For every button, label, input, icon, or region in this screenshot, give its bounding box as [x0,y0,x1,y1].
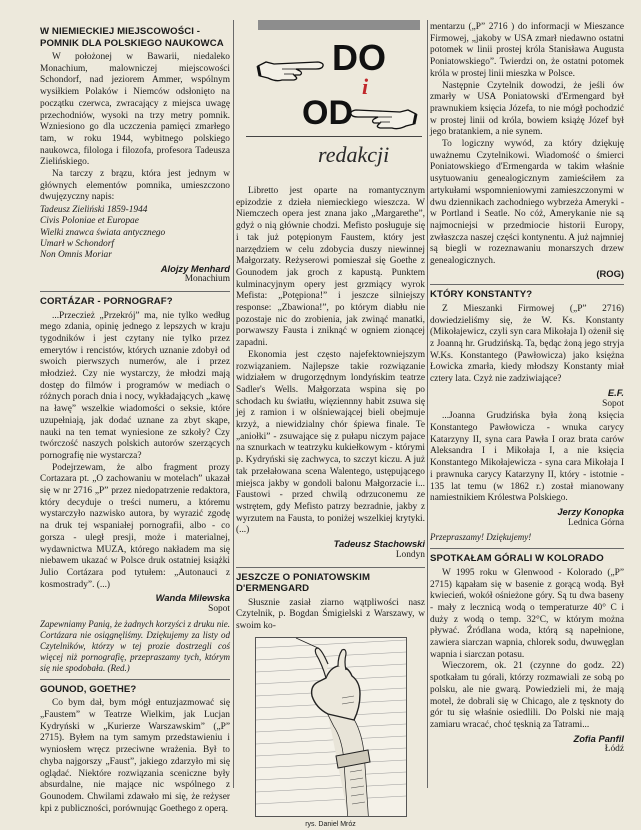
paragraph: Libretto jest oparte na romantycznym epizodzie z dzieła niemieckiego wieszcza. W Niemczech opera jest znana jako „Margarethe”, gdyż o nią głównie chodzi. Mefisto posługuje się i tak już potępionym Faustem, który jest narzędziem w celu zdobycia duszy niewinnej Małgorzaty. Reżyserowi pomieszał się Goethe z Gounodem jak groch z kapustą. Punktem kulminacyjnym opery jest grzmiący wyrok Mefista: „Potępiona!” i jeszcze silniejszy response: „Zbawiona!”, po którym diabłu nie pozostaje nic do zrobienia, jak zwinąć manatki, porwawszy Fausta i zniknąć w ogniem zionącej zapadni. [236,186,425,349]
inscription-line: Wielki znawca świata antycznego [40,227,166,238]
article-title: W NIEMIECKIEJ MIEJSCOWOŚCI - POMNIK DLA POLSKIEGO NAUKOWCA [40,26,224,49]
header-word-do: DO [332,37,386,78]
article-title: GOUNOD, GOETHE? [40,683,137,695]
inscription-line: Umarł w Schondorf [40,239,114,250]
paragraph: ...Joanna Grudzińska była żoną księcia Konstantego Pawłowicza - wnuka carycy Katarzyny II, syna cara Pawła I oraz brata carów Aleksandra I i Mikołaja I, a nie księcia Konstantego Mikołajewicza - syna cara Mikołaja I i prawnuka carycy Katarzyny II, który - istotnie - 135 lat temu (w 1862 r.) został mianowany namiestnikiem Królestwa Polskiego. [430,411,624,504]
editor-note: Przepraszamy! Dziękujemy! [430,532,532,543]
author-place: Lednica Górna [568,517,624,528]
paragraph: Słusznie zasiał ziarno wątpliwości nasz Czytelnik, p. Bogdan Śmigielski z Warszawy, w swoim ko- [236,597,425,631]
paragraph: ...Przeczież „Przekrój” ma, nie tylko według mego zdania, opinię jednego z lepszych w kraju tygodników i jest czytany nie tylko przez emerytów i rencistów, których uznanie zdobył od swoich pierwszych numerów, ale i przez młodzież. Czy nie wystarczy, że młodzi mają dostęp do filmów i programów w mediach o różnych porach dnia i nocy, wykładających „kawę na ławę” wszelkie wiadomości o seksie, które uzupełniają, jak dodać uznane za zbyt skąpe, nauki na ten temat wyniesione ze szkoły? Czy twórczość naszych polskich autorów szerzących pornografię nie wystarcza? [40,310,230,461]
column-rule [427,20,428,788]
inscription-line: Tadeusz Zieliński 1859-1944 [40,205,148,216]
column-middle [236,186,425,828]
paragraph: To logiczny wywód, za który dziękuję uważnemu Czytelnikowi. Wiadomość o śmierci Poniatowskiego d'Ermengarda w takim właśnie usytuowaniu genealogicznym zamieściłem za artykułami wspomnieniowymi zamieszczonymi w dwu dziennikach zachodniego wybrzeża Ameryki - w Portland i Seatle. No cóż, Amerykanie nie są najmocniejsi w przedmiocie historii Europy, zwłaszcza naszej części kontynentu. A już najmniej są biegli w rozeznawaniu monarszych drzew genealogicznych. [430,139,624,267]
paragraph: W 1995 roku w Glenwood - Kolorado („P” 2715) kąpałam się w basenie z gorącą wodą. Był kwiecień, wokół ośnieżone góry. Są tu dwa baseny - mały z lecznicą wodą o temperaturze 40° C i duży z wodą o temp. 32°C, w którym można pływać. Źródlana woda, którą są napełnione, zawiera siarczan wapnia, chlorek sodu, dwuwęglan wapnia i siarczan potasu. [430,567,624,660]
editor-note: Zapewniamy Panią, że żadnych korzyści z druku nie. Cortázara nie osiągnęliśmy. Dziękujemy za listy od Czytelników, którzy w tej prozie dostrzegli coś więcej niż pornografię, przepraszamy tych, którym się nie spodobała. (Red.) [40,618,230,673]
illustration-hand-image [255,637,407,817]
author-place: Monachium [184,274,230,285]
article-title: JESZCZE O PONIATOWSKIM D'ERMENGARD [236,571,371,594]
paragraph: Ekonomia jest często najefektowniejszym rozwiązaniem. Najlepsze takie rozwiązanie widziałem w drugorzędnym londyńskim teatrze Sadler's Wells. Małgorzata wspina się po schodach ku światłu, więziennny habit zsuwa się jej z ramion i w olśniewającej bieli obejmuje krzyż, a niewidzialny chór śpiewa finale. Te „aniołki” - zsuwające się z pułapu niczym pajace na sznurkach w teatrzyku kukiełkowym - którymi p. Kydryński się zachwyca, to szczyt kiczu. A już tak przełałowana scena Walentego, ustępującego miejsca jakby w gondoli balonu Małgorzacie i... Faustowi - przed chwilą odrzuconemu ze wstrętem, gdy Mefisto patrzy bezradnie, jakby z wyrzutem na Fausta, to poniżej wszelkiej krytyki. (...) [236,349,425,536]
column-rule [233,20,234,788]
article-title: CORTÁZAR - PORNOGRAF? [40,296,173,308]
pointing-hand-left-icon [346,98,418,134]
author-signature: Zofia Panfil [573,732,624,744]
header-rule [246,136,422,137]
divider [430,284,624,285]
inscription [40,205,230,261]
illustration-caption: rys. Daniel Mróz [305,820,356,828]
author-place: Sopot [208,604,230,615]
article-title: KTÓRY KONSTANTY? [430,289,533,301]
header-bar [258,20,420,30]
paragraph: W położonej w Bawarii, niedaleko Monachium, malowniczej miejscowości Schondorf, nad jeziorem Ammer, wspólnym wysiłkiem Polaków i Niemców odsłonięto na początku czerwca, zwracający z miejsca uwagę przechodniów, wysoki na trzy metry pomnik. Wzniesiono go dla uczczenia pamięci zmarłego tam, w roku 1944, wybitnego polskiego naukowca, filologa i filozofa, profesora Tadeusza Zielińskiego. [40,52,230,168]
column-left [40,22,230,814]
divider [40,679,230,680]
inscription-line: Civis Poloniae et Europae [40,216,139,227]
paragraph: Na tarczy z brązu, która jest jednym w głównych elementów pomnika, umieszczono dwujęzyczny napis: [40,169,230,203]
author-signature: Tadeusz Stachowski [333,538,425,550]
inscription-line: Non Omnis Moriar [40,250,112,261]
header-word-od: OD [302,94,353,132]
pointing-hand-right-icon [256,52,326,86]
divider [236,567,425,568]
column-right [430,22,624,790]
author-signature: (ROG) [596,267,624,279]
section-header [236,30,425,180]
author-signature: Wanda Milewska [155,592,230,604]
divider [430,548,624,549]
author-place: Łódź [604,744,624,755]
divider [40,291,230,292]
paragraph: Z Mieszanki Firmowej („P” 2716) dowiedzieliśmy się, że W. Ks. Konstanty (Mikołajewicz, czyli syn cara Mikołaja I) ożenił się z Joanną hr. Grudzińską. Ta, będąc żoną jego stryja W.Ks. Konstantego (Pawłowicza) jako księżna Łowicka zmarła, kiedy młodszy Konstanty miał cztery lata. Czyż nie zadziwiające? [430,303,624,385]
paragraph: mentarzu („P” 2716 ) do informacji w Mieszance Firmowej, „jakoby w USA zmarł niedawno ostatni potomek w linii prostej króla Stanisława Augusta Poniatowskiego”. Twierdzi on, że ostatni potomek króla w prostej linii mieszka w Polsce. [430,22,624,79]
author-place: Sopot [602,398,624,409]
author-signature: E.F. [607,386,624,398]
author-signature: Alojzy Menhard [160,262,230,274]
header-word-redakcji: redakcji [318,142,390,167]
paragraph: Podejrzewam, że albo fragment prozy Cortazara pt. „O zachowaniu w motelach” ukazał się w nr 2716 „P” przez niedopatrzenie redaktora, który decyduje o treści numeru, a któremu wystarczyło nazwisko autora, by wyrazić zgodę na druk tej wspaniałej pornografii, albo - co gorsza - uległ presji, może i materialnej, wydawnictwa MUZA, którego nakładem ma się niebawem ukazać w Polsce druk ostatniej książki Julio Cortázara pod tytułem: „Autonauci z kosmostrady”. (...) [40,462,230,590]
header-word-i: i [362,74,369,99]
paragraph: Następnie Czytelnik dowodzi, że jeśli ów zmarły w USA Poniatowski d'Ermengard był prawnukiem księcia Józefa, to nie mógł pochodzić w prostej linii od króla, bowiem książę Józef był jego bratankiem, a nie synem. [430,80,624,138]
article-title: SPOTKAŁAM GÓRALI W KOLORADO [430,553,604,565]
paragraph: Co bym dał, bym mógł entuzjazmować się „Faustem” w Teatrze Wielkim, jak Lucjan Kydryński w „Kurierze Warszawskim” („P” 2715). Byłem na tym samym przedstawieniu i wyniosłem wręcz przeciwne wrażenia. Był to chyba najgorszy „Faust”, jakiego zdarzyło mi się oglądać. Niektóre rozwiązania sceniczne były absurdalne, nie mające nic wspólnego z Gounodem. Chwilami zdawało mi się, że reżyser kpi z publiczności, porównując Goethego z operą. [40,698,230,814]
author-signature: Jerzy Konopka [557,505,624,517]
author-place: Londyn [395,549,425,560]
paragraph: Wieczorem, ok. 21 (czynne do godz. 22) spotkałam tu górali, którzy rozmawiali ze sobą po polsku, ale nie gwarą. Powiedzieli mi, że mają motel, że dobrali się w Chicago, ale z tęsknoty do gór tu się właśnie osiedlili. Do Polski nie mają zamiaru wracać, choć tęsknią za Tatrami... [430,661,624,730]
